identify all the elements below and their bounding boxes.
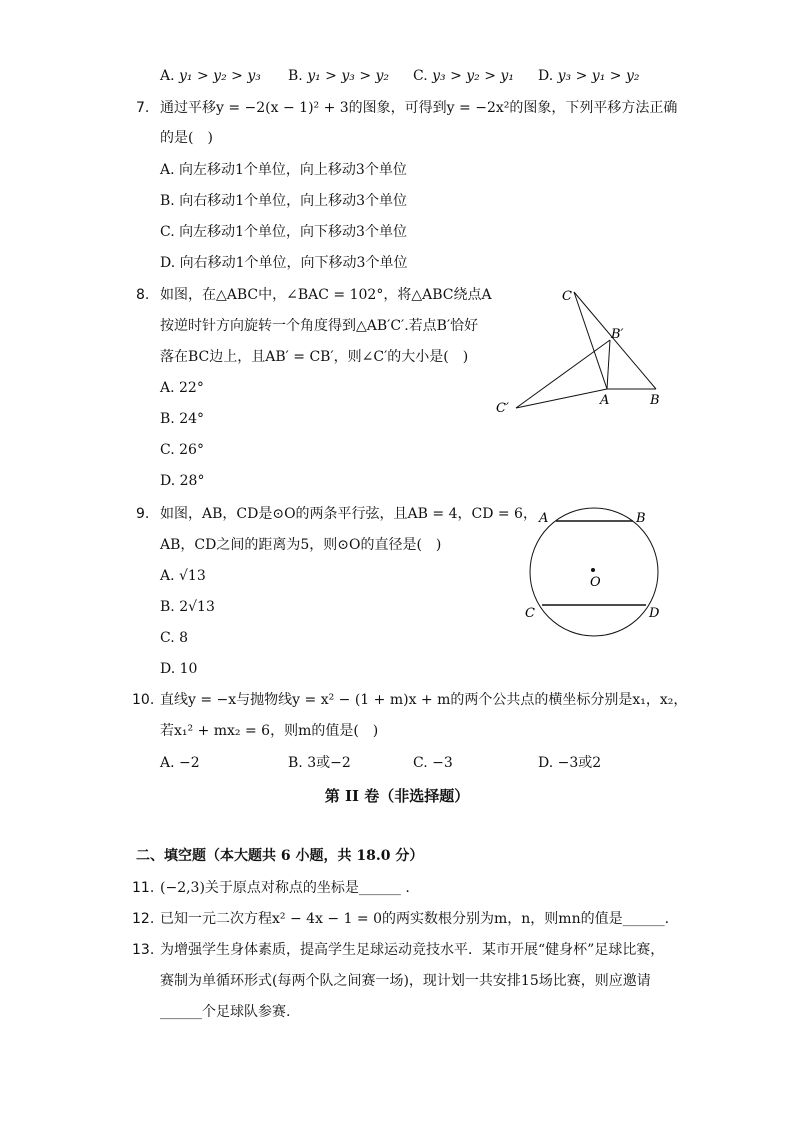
q7-option-c[interactable]: C. 向左移动1个单位，向下移动3个单位 [160, 224, 407, 240]
q7-option-a[interactable]: A. 向左移动1个单位，向上移动3个单位 [160, 162, 407, 178]
question-stem-line: 落在BC边上，且AB′ = CB′，则∠C′的大小是( ) [160, 349, 469, 365]
q10-option-c[interactable]: C. −3 [413, 755, 453, 771]
q8-option-a[interactable]: A. 22° [160, 380, 204, 396]
question-number: 11. [132, 880, 155, 896]
label-c: C [525, 606, 535, 621]
question-number: 13. [132, 942, 155, 958]
label-a: A [600, 393, 610, 408]
question-stem-line: (−2,3)关于原点对称点的坐标是______ . [160, 880, 410, 896]
q7-option-d[interactable]: D. 向右移动1个单位，向下移动3个单位 [160, 255, 408, 271]
label-b: B [636, 511, 646, 526]
question-stem-line: ______个足球队参赛. [160, 1004, 291, 1020]
segment-ab1 [607, 340, 610, 389]
q9-option-c[interactable]: C. 8 [160, 630, 189, 646]
part-2-title: 第 II 卷（非选择题） [324, 787, 470, 805]
q10-option-a[interactable]: A. −2 [160, 755, 200, 771]
question-number: 8. [136, 287, 150, 303]
question-stem-line: 通过平移y = −2(x − 1)² + 3的图象，可得到y = −2x²的图象，下列平移方法正确 [160, 100, 678, 116]
question-stem-line: 若x₁² + mx₂ = 6，则m的值是( ) [160, 723, 379, 739]
q9-option-a[interactable]: A. √13 [160, 568, 206, 584]
question-number: 12. [132, 911, 155, 927]
question-stem-line: 直线y = −x与抛物线y = x² − (1 + m)x + m的两个公共点的横坐标分别是x₁，x₂， [160, 692, 688, 708]
q8-option-d[interactable]: D. 28° [160, 473, 205, 489]
question-stem-line: 如图，在△ABC中，∠BAC = 102°，将△ABC绕点A [160, 287, 492, 303]
question-stem-line: 如图，AB，CD是⊙O的两条平行弦，且AB = 4，CD = 6， [160, 506, 537, 522]
circle-chords-figure [515, 500, 675, 645]
label-c-prime: C′ [496, 401, 509, 416]
center-point [591, 568, 595, 572]
q7-option-b[interactable]: B. 向右移动1个单位，向上移动3个单位 [160, 193, 408, 209]
label-b-prime: B′ [611, 327, 624, 342]
label-a: A [539, 511, 549, 526]
label-c: C [562, 289, 572, 304]
q10-option-d[interactable]: D. −3或2 [538, 755, 602, 771]
q9-option-d[interactable]: D. 10 [160, 661, 198, 677]
question-number: 10. [132, 692, 155, 708]
question-stem-line: 赛制为单循环形式(每两个队之间赛一场)，现计划一共安排15场比赛，则应邀请 [160, 973, 651, 989]
question-number: 7. [136, 100, 150, 116]
label-o: O [590, 575, 601, 590]
question-number: 9. [136, 506, 150, 522]
triangle-rotation-figure [490, 280, 670, 420]
q6-option-d[interactable]: D. y₃ > y₁ > y₂ [538, 68, 640, 84]
question-stem-line: 的是( ) [160, 130, 213, 146]
circle-o [530, 508, 658, 636]
segment-ca [574, 292, 607, 389]
section-2-heading: 二、填空题（本大题共 6 小题，共 18.0 分） [136, 848, 424, 864]
q8-option-b[interactable]: B. 24° [160, 411, 205, 427]
q8-option-c[interactable]: C. 26° [160, 442, 204, 458]
q10-option-b[interactable]: B. 3或−2 [288, 755, 351, 771]
q6-option-b[interactable]: B. y₁ > y₃ > y₂ [288, 68, 390, 84]
question-stem-line: AB，CD之间的距离为5，则⊙O的直径是( ) [160, 537, 442, 553]
q6-option-a[interactable]: A. y₁ > y₂ > y₃ [160, 68, 261, 84]
q6-option-c[interactable]: C. y₃ > y₂ > y₁ [413, 68, 514, 84]
question-stem-line: 按逆时针方向旋转一个角度得到△AB′C′.若点B′恰好 [160, 318, 479, 334]
label-b: B [650, 393, 660, 408]
question-stem-line: 为增强学生身体素质，提高学生足球运动竞技水平．某市开展“健身杯”足球比赛， [160, 942, 665, 958]
q9-option-b[interactable]: B. 2√13 [160, 599, 215, 615]
label-d: D [649, 606, 660, 621]
question-stem-line: 已知一元二次方程x² − 4x − 1 = 0的两实数根分别为m，n，则mn的值是______. [160, 911, 670, 927]
